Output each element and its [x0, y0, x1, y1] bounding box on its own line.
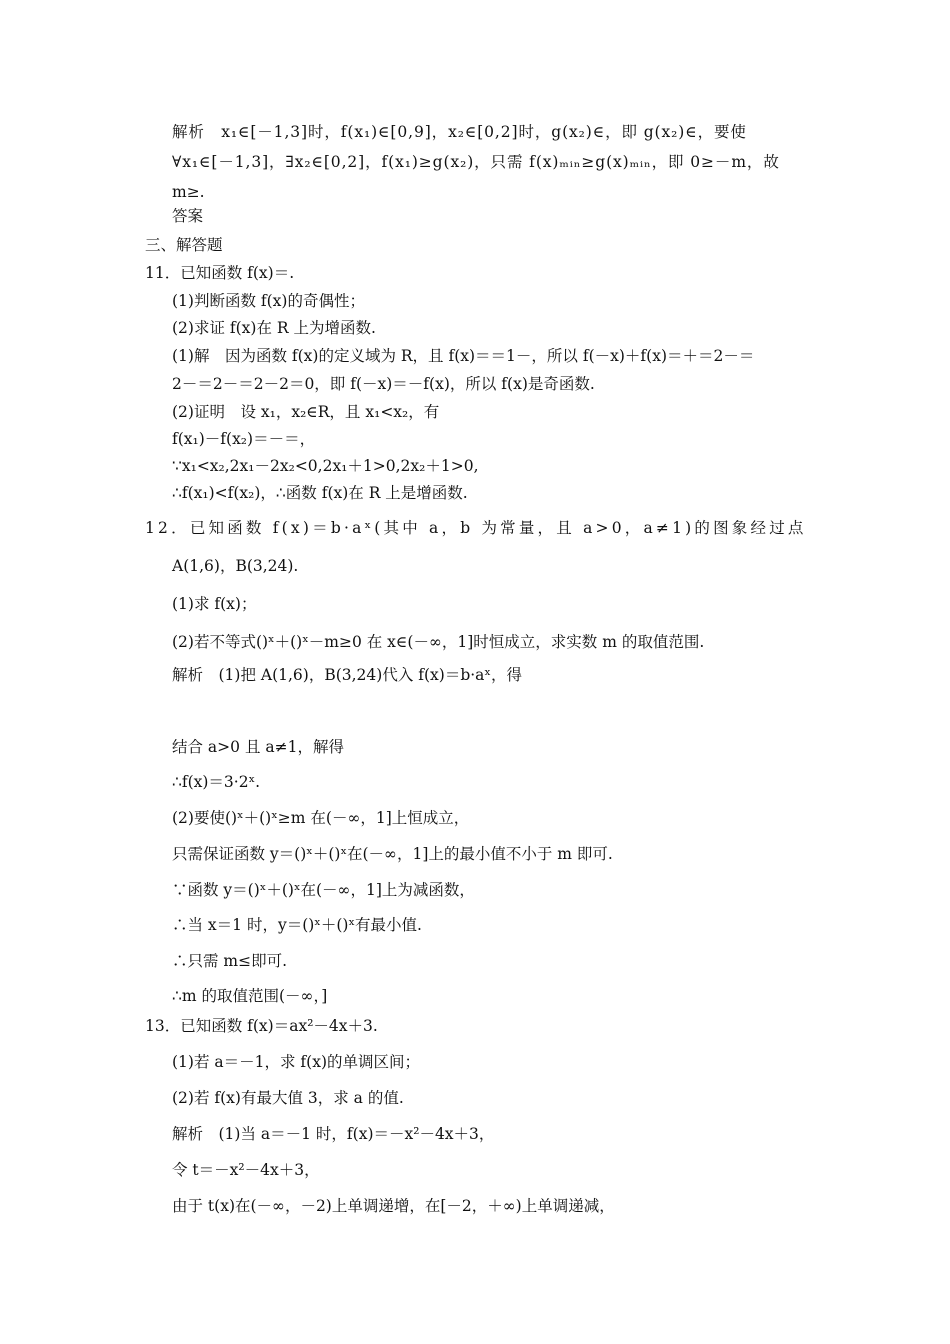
text-line: (2)若不等式()ˣ＋()ˣ－m≥0 在 x∈(－∞，1]时恒成立，求实数 m 的取值范围.	[172, 633, 705, 651]
section-heading: 三、解答题	[145, 236, 223, 254]
text-line: ∵函数 y＝()ˣ＋()ˣ在(－∞，1]上为减函数，	[172, 881, 475, 899]
text-line: ∴f(x₁)<f(x₂)，∴函数 f(x)在 R 上是增函数.	[172, 484, 468, 502]
problem-statement: 13．已知函数 f(x)＝ax²－4x＋3.	[145, 1017, 378, 1035]
text-line: 2－＝2－＝2－2＝0，即 f(－x)＝－f(x)，所以 f(x)是奇函数.	[172, 375, 595, 393]
text-line: 只需保证函数 y＝()ˣ＋()ˣ在(－∞，1]上的最小值不小于 m 即可.	[172, 845, 613, 863]
text-line: A(1,6)，B(3,24).	[172, 557, 299, 575]
text-line: ∵x₁<x₂,2x₁－2x₂<0,2x₁＋1>0,2x₂＋1>0,	[172, 457, 479, 475]
text-line: m≥.	[172, 183, 205, 201]
text-line: (1)解 因为函数 f(x)的定义域为 R，且 f(x)＝＝1－，所以 f(－x)＋f(x)＝＋＝2－＝	[172, 347, 755, 365]
text-line: (2)要使()ˣ＋()ˣ≥m 在(－∞，1]上恒成立，	[172, 809, 470, 827]
text-line: ∴f(x)＝3·2ˣ.	[172, 773, 261, 791]
problem-statement: 11．已知函数 f(x)＝.	[145, 264, 295, 282]
text-line: 解析 (1)当 a＝－1 时，f(x)＝－x²－4x＋3，	[172, 1125, 495, 1143]
text-line: 答案	[172, 207, 204, 225]
text-line: (2)求证 f(x)在 R 上为增函数.	[172, 319, 376, 337]
text-line: (1)若 a＝－1，求 f(x)的单调区间；	[172, 1053, 420, 1071]
text-line: (1)求 f(x)；	[172, 595, 257, 613]
text-line: 解析 (1)把 A(1,6)，B(3,24)代入 f(x)＝b·aˣ，得	[172, 666, 522, 684]
text-line: ∴当 x＝1 时，y＝()ˣ＋()ˣ有最小值.	[172, 916, 422, 934]
text-line: 解析 x₁∈[－1,3]时，f(x₁)∈[0,9]，x₂∈[0,2]时，g(x₂)∈，即 g(x₂)∈，要使	[172, 123, 747, 141]
text-line: (2)证明 设 x₁，x₂∈R，且 x₁<x₂，有	[172, 403, 440, 421]
text-line: 令 t＝－x²－4x＋3，	[172, 1161, 320, 1179]
text-line: ∴只需 m≤即可.	[172, 952, 288, 970]
text-line: 由于 t(x)在(－∞，－2)上单调递增，在[－2，＋∞)上单调递减，	[172, 1197, 615, 1215]
text-line: ∴m 的取值范围(－∞，]	[172, 987, 328, 1005]
problem-statement: 12．已知函数 f(x)＝b·aˣ(其中 a，b 为常量，且 a>0，a≠1)的图象经过点	[145, 519, 807, 537]
text-line: (2)若 f(x)有最大值 3，求 a 的值.	[172, 1089, 404, 1107]
text-line: f(x₁)－f(x₂)＝－＝，	[172, 430, 316, 448]
text-line: (1)判断函数 f(x)的奇偶性；	[172, 292, 365, 310]
text-line: 结合 a>0 且 a≠1，解得	[172, 738, 344, 756]
text-line: ∀x₁∈[－1,3]，∃x₂∈[0,2]，f(x₁)≥g(x₂)，只需 f(x)ₘᵢₙ≥g(x)ₘᵢₙ，即 0≥－m，故	[172, 153, 780, 171]
